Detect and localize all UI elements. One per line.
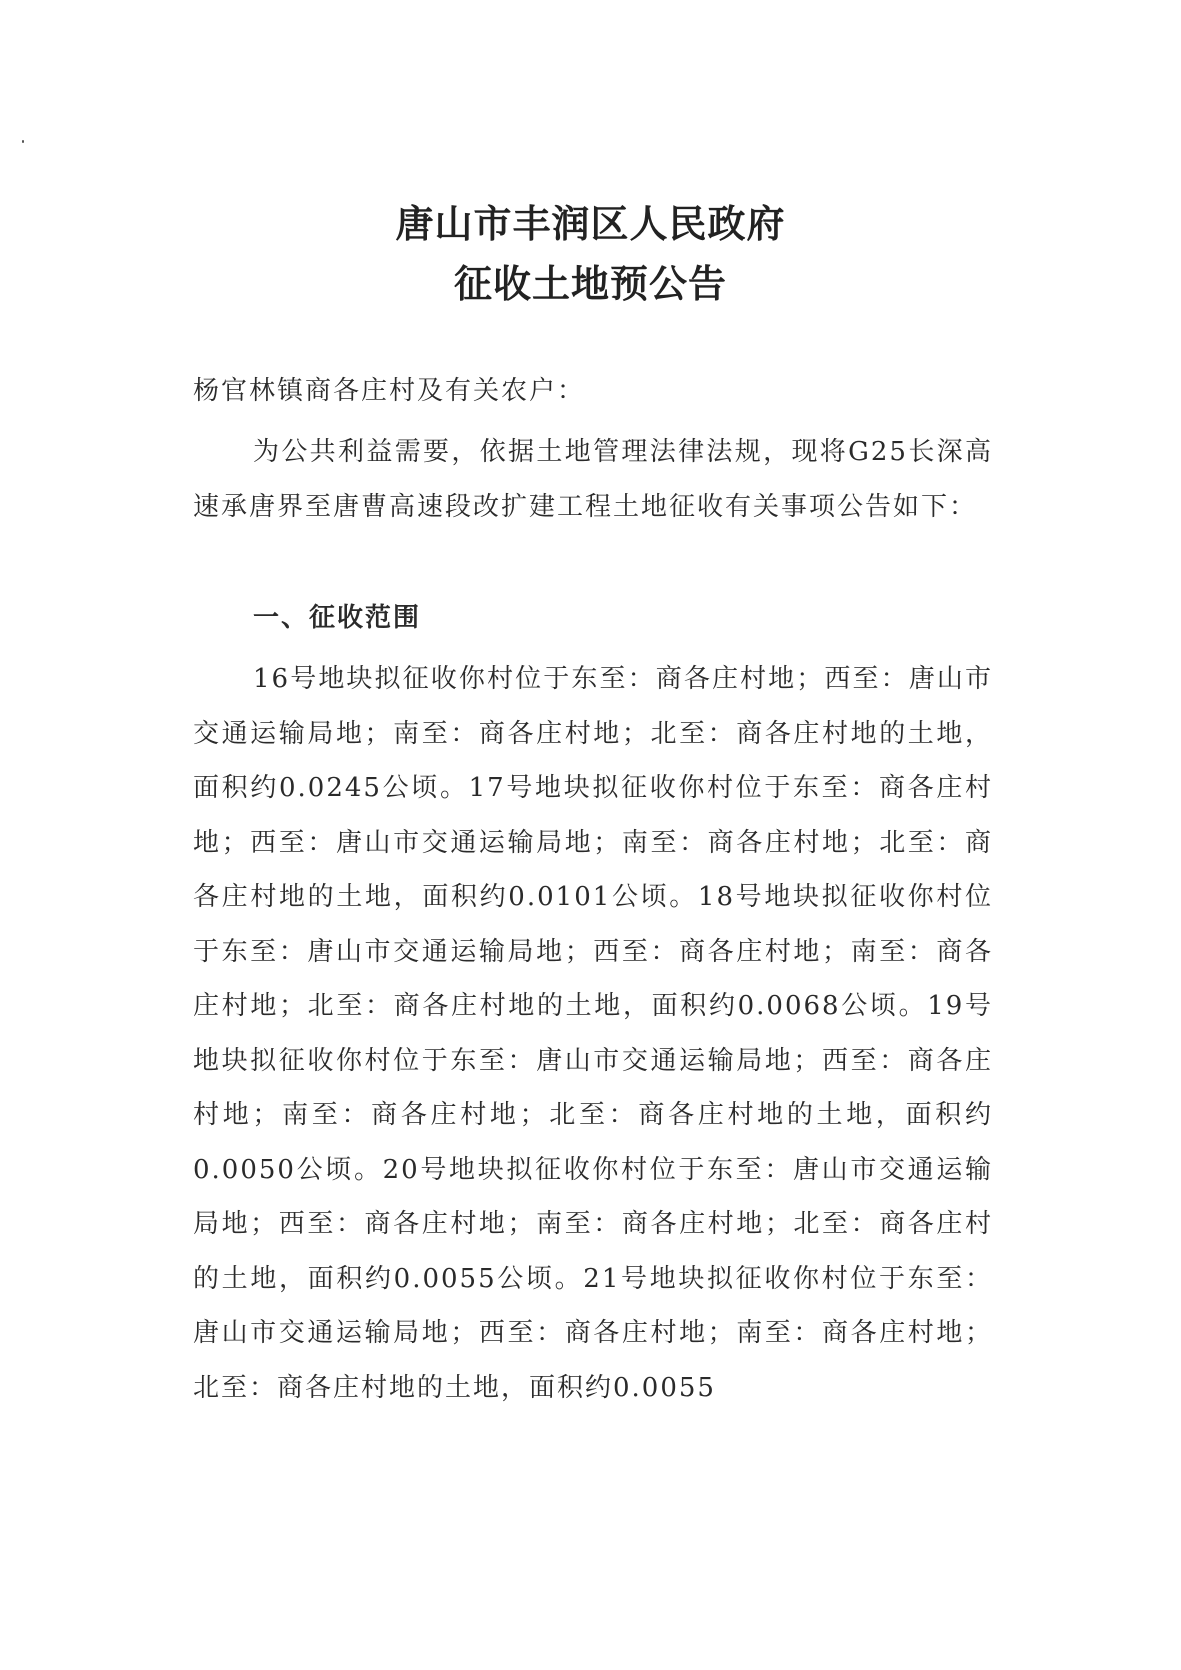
salutation: 杨官林镇商各庄村及有关农户：	[193, 376, 586, 406]
scope-paragraph: 16号地块拟征收你村位于东至：商各庄村地；西至：唐山市交通运输局地；南至：商各庄村地；北至：商各庄村地的土地，面积约0.0245公顷。17号地块拟征收你村位于东至：商各庄村地；西至：唐山市交通运输局地；南至：商各庄村地；北至：商各庄村地的土地，面积约0.0101公顷。18号地块拟征收你村位于东至：唐山市交通运输局地；西至：商各庄村地；南至：商各庄村地；北至：商各庄村地的土地，面积约0.0068公顷。19号地块拟征收你村位于东至：唐山市交通运输局地；西至：商各庄村地；南至：商各庄村地；北至：商各庄村地的土地，面积约0.0050公顷。20号地块拟征收你村位于东至：唐山市交通运输局地；西至：商各庄村地；南至：商各庄村地；北至：商各庄村的土地，面积约0.0055公顷。21号地块拟征收你村位于东至：唐山市交通运输局地；西至：商各庄村地；南至：商各庄村地；北至：商各庄村地的土地，面积约0.0055	[193, 664, 993, 1403]
document-title-line2: 征收土地预公告	[453, 261, 727, 306]
intro-paragraph: 为公共利益需要，依据土地管理法律法规，现将G25长深高速承唐界至唐曹高速段改扩建工程土地征收有关事项公告如下：	[193, 437, 993, 522]
document-title-line1: 唐山市丰润区人民政府	[395, 201, 786, 246]
scan-speck	[22, 140, 24, 143]
section-heading-scope: 一、征收范围	[253, 603, 422, 633]
